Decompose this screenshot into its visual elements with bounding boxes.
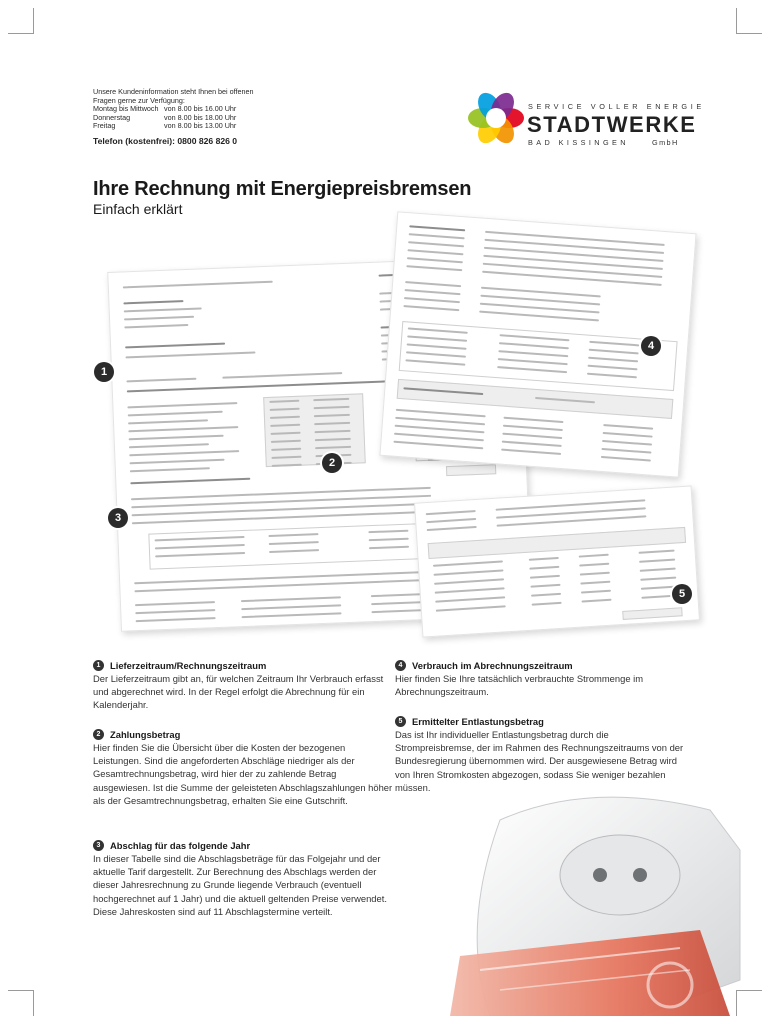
hours-time: von 8.00 bis 13.00 Uhr — [164, 121, 237, 131]
sample-invoice-illustration — [88, 212, 700, 642]
invoice-placeholder-line — [407, 257, 463, 263]
invoice-relief-sheet — [414, 485, 700, 637]
invoice-placeholder-line — [126, 378, 196, 383]
page-subtitle: Einfach erklärt — [93, 201, 183, 217]
invoice-placeholder-line — [128, 411, 223, 417]
invoice-placeholder-line — [503, 417, 563, 424]
invoice-placeholder-line — [130, 467, 210, 472]
step-number: 2 — [93, 729, 104, 740]
invoice-placeholder-line — [396, 409, 486, 418]
invoice-placeholder-line — [242, 612, 342, 618]
step-title: Verbrauch im Abrechnungszeitraum — [412, 660, 573, 671]
invoice-placeholder-line — [434, 578, 504, 585]
invoice-placeholder-line — [128, 426, 238, 432]
invoice-placeholder-line — [409, 225, 465, 231]
step-number: 3 — [93, 840, 104, 851]
invoice-placeholder-line — [479, 311, 599, 322]
invoice-placeholder-line — [426, 510, 476, 515]
invoice-placeholder-line — [530, 575, 560, 579]
invoice-placeholder-line — [241, 596, 341, 602]
invoice-placeholder-line — [579, 563, 609, 567]
marker-4: 4 — [641, 336, 661, 356]
invoice-placeholder-line — [580, 572, 610, 576]
invoice-placeholder-line — [532, 602, 562, 606]
logo-suffix: GmbH — [652, 138, 679, 147]
invoice-placeholder-line — [125, 343, 225, 349]
contact-phone: Telefon (kostenfrei): 0800 826 826 0 — [93, 135, 238, 146]
invoice-placeholder-line — [581, 599, 611, 603]
invoice-placeholder-line — [123, 300, 183, 304]
step-4 — [395, 660, 685, 698]
invoice-placeholder-line — [581, 590, 611, 594]
invoice-placeholder-line — [272, 464, 302, 467]
invoice-placeholder-line — [580, 581, 610, 585]
step-number: 4 — [395, 660, 406, 671]
invoice-placeholder-line — [129, 435, 224, 441]
invoice-placeholder-line — [407, 249, 463, 255]
invoice-placeholder-line — [427, 526, 477, 531]
invoice-placeholder-box — [428, 527, 686, 559]
logo-brand: STADTWERKE — [527, 112, 697, 137]
step-number: 1 — [93, 660, 104, 671]
invoice-placeholder-line — [124, 307, 202, 312]
invoice-placeholder-line — [579, 554, 609, 558]
invoice-placeholder-line — [128, 419, 208, 424]
invoice-placeholder-line — [135, 609, 215, 614]
invoice-placeholder-line — [601, 448, 651, 454]
invoice-placeholder-line — [529, 557, 559, 561]
logo-place: BAD KISSINGEN — [528, 138, 629, 147]
invoice-placeholder-line — [409, 233, 465, 239]
hours-row — [93, 122, 263, 131]
invoice-placeholder-line — [405, 281, 461, 287]
step-title: Abschlag für das folgende Jahr — [110, 840, 251, 851]
hours-days: Montag bis Mittwoch — [93, 104, 159, 114]
invoice-placeholder-line — [501, 449, 561, 456]
invoice-placeholder-line — [640, 568, 676, 572]
logo-center — [486, 108, 506, 128]
invoice-placeholder-line — [603, 432, 653, 438]
invoice-placeholder-line — [403, 305, 459, 311]
step-text: Hier finden Sie die Übersicht über die Kosten der bezogenen Leistungen. Sind die angeforderten Abschläge niedriger als der Gesamtrechnungsbetrag, wird hier der zu zahlende Betrag ausgewiesen. Ist die Summe der geleisteten Abschlagszahlungen höher als der Gesamtrechnungsbetrag, erhalten Sie eine Gutschrift. — [93, 742, 393, 806]
invoice-placeholder-line — [123, 281, 273, 289]
invoice-placeholder-line — [503, 425, 563, 432]
invoice-placeholder-line — [639, 559, 675, 563]
step-text: Der Lieferzeitraum gibt an, für welchen Zeitraum Ihr Verbrauch erfasst und abgerechnet wird. In der Regel erfolgt die Abrechnung für ein Kalenderjahr. — [93, 673, 384, 711]
step-title: Ermittelter Entlastungsbetrag — [412, 716, 544, 727]
invoice-placeholder-line — [602, 440, 652, 446]
hours-days: Freitag — [93, 121, 116, 131]
crop-mark-top-right — [736, 8, 762, 34]
invoice-placeholder-line — [603, 424, 653, 430]
step-number: 5 — [395, 716, 406, 727]
invoice-placeholder-line — [434, 569, 504, 576]
contact-intro: Unsere Kundeninformation steht Ihnen bei offenen Fragen gerne zur Verfügung: — [93, 87, 254, 105]
invoice-placeholder-line — [393, 441, 483, 450]
invoice-placeholder-line — [405, 289, 461, 295]
marker-1: 1 — [94, 362, 114, 382]
invoice-placeholder-line — [435, 596, 505, 603]
invoice-placeholder-line — [124, 324, 188, 329]
invoice-placeholder-line — [241, 604, 341, 610]
invoice-placeholder-line — [135, 601, 215, 606]
step-text: In dieser Tabelle sind die Abschlagsbeträge für das Folgejahr und der aktuelle Tarif dargestellt. Zur Berechnung des Abschlags werden der dieser Jahresrechnung zu Grunde liegende Verbrauch (eventuell hochgerechnet auf 1 Jahr) und die aktuell geltenden Preise verwendet. Diese Jahreskosten sind auf 11 Abschlagstermine verteilt. — [93, 853, 387, 917]
invoice-placeholder-line — [485, 231, 665, 246]
invoice-placeholder-box — [622, 607, 682, 620]
invoice-placeholder-line — [129, 450, 239, 456]
invoice-placeholder-line — [125, 351, 255, 358]
invoice-placeholder-line — [639, 550, 675, 554]
invoice-placeholder-line — [395, 425, 485, 434]
invoice-placeholder-line — [222, 372, 342, 379]
invoice-placeholder-line — [435, 587, 505, 594]
step-title: Lieferzeitraum/Rechnungszeitraum — [110, 660, 267, 671]
contact-info — [93, 88, 263, 146]
invoice-placeholder-line — [408, 241, 464, 247]
invoice-placeholder-line — [406, 265, 462, 271]
step-3 — [93, 840, 393, 918]
invoice-placeholder-line — [436, 605, 506, 612]
step-title: Zahlungsbetrag — [110, 729, 181, 740]
invoice-placeholder-line — [124, 316, 194, 321]
invoice-placeholder-line — [404, 297, 460, 303]
invoice-placeholder-line — [641, 586, 677, 590]
invoice-placeholder-line — [601, 456, 651, 462]
invoice-placeholder-box — [446, 464, 496, 476]
invoice-placeholder-line — [502, 433, 562, 440]
marker-2: 2 — [322, 453, 342, 473]
power-socket-illustration — [440, 780, 760, 1016]
invoice-placeholder-line — [395, 417, 485, 426]
invoice-placeholder-line — [136, 617, 216, 622]
invoice-placeholder-line — [394, 433, 484, 442]
invoice-placeholder-line — [531, 593, 561, 597]
marker-3: 3 — [108, 508, 128, 528]
invoice-placeholder-line — [130, 478, 250, 485]
invoice-placeholder-line — [529, 566, 559, 570]
invoice-placeholder-line — [130, 459, 225, 465]
invoice-placeholder-line — [129, 443, 209, 448]
stadtwerke-logo — [466, 88, 705, 160]
marker-5: 5 — [672, 584, 692, 604]
invoice-placeholder-line — [640, 577, 676, 581]
hours-time: von 8.00 bis 18.00 Uhr — [164, 112, 237, 122]
hours-days: Donnerstag — [93, 112, 131, 122]
step-text: Das ist Ihr individueller Entlastungsbetrag durch die Strompreisbremse, der im Rahmen des Rechnungszeitraums von der Bundesregierung übernommen wird. Der ausgewiesene Betrag wird von Ihren Stromkosten abgezogen, sodass Sie weniger bezahlen müssen. — [395, 729, 684, 793]
invoice-placeholder-line — [127, 402, 237, 408]
logo-tagline: SERVICE VOLLER ENERGIE — [528, 102, 705, 111]
invoice-placeholder-line — [426, 518, 476, 523]
crop-mark-bottom-left — [8, 990, 34, 1016]
logo-flower-icon — [466, 88, 526, 148]
hours-time: von 8.00 bis 16.00 Uhr — [164, 104, 237, 114]
invoice-placeholder-line — [433, 560, 503, 567]
page-title: Ihre Rechnung mit Energiepreisbremsen — [93, 178, 472, 200]
invoice-placeholder-line — [502, 441, 562, 448]
step-2 — [93, 729, 393, 807]
invoice-placeholder-line — [530, 584, 560, 588]
crop-mark-top-left — [8, 8, 34, 34]
step-text: Hier finden Sie Ihre tatsächlich verbrauchte Strommenge im Abrechnungszeitraum. — [395, 673, 644, 698]
step-1 — [93, 660, 393, 712]
